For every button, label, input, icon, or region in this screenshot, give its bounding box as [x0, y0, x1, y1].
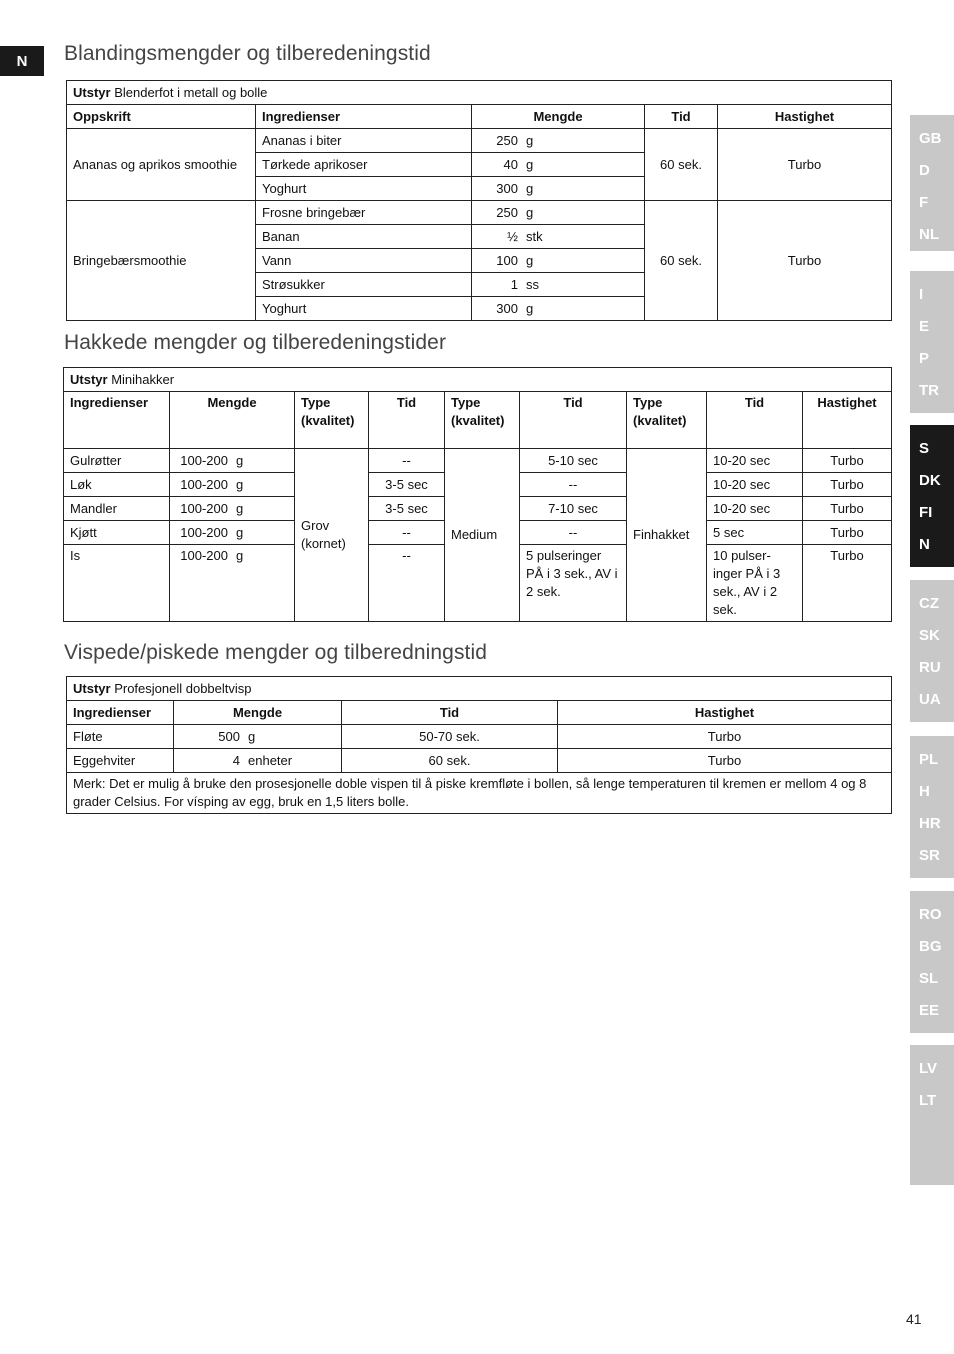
time-coarse: --	[369, 545, 445, 622]
quantity-unit: g	[248, 728, 256, 744]
quantity-unit: g	[526, 156, 534, 172]
quantity-unit: g	[236, 524, 244, 540]
speed-cell: Turbo	[558, 749, 892, 773]
language-code-sk[interactable]: SK	[919, 627, 940, 644]
equipment-cell	[67, 677, 892, 701]
language-code-i[interactable]: I	[919, 286, 924, 303]
time-cell: 60 sek.	[342, 749, 558, 773]
quantity-value: 500	[218, 728, 240, 744]
time-cell: 60 sek.	[645, 201, 718, 321]
blending-table	[66, 80, 892, 321]
equipment-label: Utstyr	[73, 84, 111, 100]
language-group	[910, 425, 954, 567]
section-title-chopping: Hakkede mengder og tilberedeningstider	[64, 331, 447, 354]
ingredient-name: Gulrøtter	[64, 449, 170, 473]
header-row	[67, 701, 892, 725]
speed-cell: Turbo	[558, 725, 892, 749]
quantity-cell	[170, 521, 295, 545]
table-row	[67, 725, 892, 749]
column-header: Tid	[645, 105, 718, 129]
equipment-value: Profesjonell dobbeltvisp	[114, 680, 252, 696]
time-medium: --	[520, 473, 627, 497]
equipment-row	[64, 368, 892, 392]
language-code-lv[interactable]: LV	[919, 1060, 938, 1077]
quantity-value: 40	[503, 156, 518, 172]
table-row	[67, 129, 892, 153]
page-number: 41	[906, 1311, 922, 1327]
ingredient-name: Is	[64, 545, 170, 622]
language-code-ru[interactable]: RU	[919, 659, 941, 676]
time-cell: 60 sek.	[645, 129, 718, 201]
language-code-cz[interactable]: CZ	[919, 595, 939, 612]
time-fine: 5 sec	[707, 521, 803, 545]
column-header: Hastighet	[558, 701, 892, 725]
language-code-dk[interactable]: DK	[919, 472, 941, 489]
quantity-cell	[472, 201, 645, 225]
quantity-unit: g	[236, 548, 244, 563]
language-code-ua[interactable]: UA	[919, 691, 941, 708]
note-row	[67, 773, 892, 814]
quantity-value: 100-200	[180, 500, 228, 516]
recipe-name: Ananas og aprikos smoothie	[67, 129, 256, 201]
language-badge: N	[0, 46, 44, 76]
quantity-value: 100-200	[180, 524, 228, 540]
ingredient-name: Fløte	[67, 725, 174, 749]
quantity-unit: g	[526, 252, 534, 268]
quantity-value: 250	[496, 132, 518, 148]
type-medium: Medium	[445, 449, 520, 622]
column-header: Type (kvalitet)	[445, 392, 520, 449]
language-group	[910, 1045, 954, 1185]
language-code-hr[interactable]: HR	[919, 815, 941, 832]
header-row	[64, 392, 892, 449]
time-fine: 10 pulser-inger PÅ i 3 sek., AV i 2 sek.	[707, 545, 803, 622]
speed-cell: Turbo	[803, 545, 892, 622]
time-fine: 10-20 sec	[707, 497, 803, 521]
column-header: Tid	[369, 392, 445, 449]
time-medium: 5-10 sec	[520, 449, 627, 473]
column-header: Oppskrift	[67, 105, 256, 129]
quantity-value: 300	[496, 180, 518, 196]
quantity-value: 100-200	[180, 476, 228, 492]
quantity-value: 100-200	[180, 548, 228, 563]
ingredient-name: Yoghurt	[256, 297, 472, 321]
time-coarse: 3-5 sec	[369, 473, 445, 497]
quantity-value: ½	[507, 228, 518, 244]
language-code-ro[interactable]: RO	[919, 906, 942, 923]
table-row	[64, 449, 892, 473]
whisking-table	[66, 676, 892, 814]
language-group	[910, 736, 954, 878]
time-cell: 50-70 sek.	[342, 725, 558, 749]
quantity-unit: enheter	[248, 752, 293, 768]
header-row	[67, 105, 892, 129]
quantity-value: 100-200	[180, 452, 228, 468]
language-group	[910, 891, 954, 1033]
language-group	[910, 580, 954, 722]
equipment-row	[67, 677, 892, 701]
table-row	[67, 201, 892, 225]
column-header: Ingredienser	[256, 105, 472, 129]
language-code-fi[interactable]: FI	[919, 504, 933, 521]
time-coarse: 3-5 sec	[369, 497, 445, 521]
time-coarse: --	[369, 521, 445, 545]
equipment-label: Utstyr	[70, 371, 108, 387]
speed-cell: Turbo	[803, 521, 892, 545]
ingredient-name: Strøsukker	[256, 273, 472, 297]
time-fine: 10-20 sec	[707, 473, 803, 497]
note-text: Merk: Det er mulig å bruke den prosesjonelle doble vispen til å piske kremfløte i bollen, så lenge temperaturen til kremen er mellom 4 og 8 grader Celsius. For vísping av egg, bruk en 1,5 liters bolle.	[67, 773, 892, 814]
section-title-whisking: Vispede/piskede mengder og tilberedningstid	[64, 641, 488, 664]
quantity-value: 1	[510, 276, 518, 292]
equipment-cell	[64, 368, 892, 392]
speed-cell: Turbo	[718, 201, 892, 321]
language-code-gb[interactable]: GB	[919, 130, 942, 147]
ingredient-name: Frosne bringebær	[256, 201, 472, 225]
language-code-p[interactable]: P	[919, 350, 930, 367]
quantity-cell	[170, 545, 295, 622]
language-code-lt[interactable]: LT	[919, 1092, 937, 1109]
language-group	[910, 115, 954, 251]
language-code-ee[interactable]: EE	[919, 1002, 940, 1019]
quantity-cell	[170, 497, 295, 521]
quantity-unit: stk	[526, 228, 543, 244]
column-header: Hastighet	[803, 392, 892, 449]
ingredient-name: Kjøtt	[64, 521, 170, 545]
language-code-tr[interactable]: TR	[919, 382, 939, 399]
equipment-value: Minihakker	[111, 371, 175, 387]
quantity-unit: g	[526, 204, 534, 220]
quantity-cell	[170, 473, 295, 497]
column-header: Mengde	[170, 392, 295, 449]
language-code-bg[interactable]: BG	[919, 938, 942, 955]
quantity-cell	[472, 249, 645, 273]
speed-cell: Turbo	[718, 129, 892, 201]
column-header: Type (kvalitet)	[627, 392, 707, 449]
language-code-d[interactable]: D	[919, 162, 930, 179]
speed-cell: Turbo	[803, 449, 892, 473]
language-code-sr[interactable]: SR	[919, 847, 940, 864]
equipment-row	[67, 81, 892, 105]
quantity-cell	[472, 297, 645, 321]
quantity-value: 250	[496, 204, 518, 220]
language-code-n[interactable]: N	[919, 536, 930, 553]
column-header: Tid	[520, 392, 627, 449]
quantity-unit: g	[236, 500, 244, 516]
time-fine: 10-20 sec	[707, 449, 803, 473]
language-code-sl[interactable]: SL	[919, 970, 939, 987]
time-coarse: --	[369, 449, 445, 473]
recipe-name: Bringebærsmoothie	[67, 201, 256, 321]
language-code-s[interactable]: S	[919, 440, 930, 457]
quantity-unit: g	[526, 180, 534, 196]
type-coarse: Grov (kornet)	[295, 449, 369, 622]
quantity-cell	[472, 177, 645, 201]
quantity-cell	[170, 449, 295, 473]
ingredient-name: Vann	[256, 249, 472, 273]
equipment-cell	[67, 81, 892, 105]
column-header: Mengde	[174, 701, 342, 725]
language-code-h[interactable]: H	[919, 783, 930, 800]
ingredient-name: Tørkede aprikoser	[256, 153, 472, 177]
equipment-label: Utstyr	[73, 680, 111, 696]
chopping-table	[63, 367, 892, 622]
time-medium: --	[520, 521, 627, 545]
speed-cell: Turbo	[803, 473, 892, 497]
column-header: Type (kvalitet)	[295, 392, 369, 449]
ingredient-name: Banan	[256, 225, 472, 249]
language-code-nl[interactable]: NL	[919, 226, 939, 243]
quantity-cell	[472, 153, 645, 177]
section-title-blending: Blandingsmengder og tilberedeningstid	[64, 42, 431, 65]
quantity-value: 300	[496, 300, 518, 316]
language-code-pl[interactable]: PL	[919, 751, 939, 768]
column-header: Tid	[707, 392, 803, 449]
ingredient-name: Eggehviter	[67, 749, 174, 773]
quantity-cell	[472, 273, 645, 297]
column-header: Mengde	[472, 105, 645, 129]
column-header: Ingredienser	[67, 701, 174, 725]
ingredient-name: Løk	[64, 473, 170, 497]
speed-cell: Turbo	[803, 497, 892, 521]
quantity-cell	[472, 225, 645, 249]
quantity-cell	[174, 725, 342, 749]
language-group	[910, 271, 954, 413]
quantity-cell	[472, 129, 645, 153]
quantity-unit: g	[236, 476, 244, 492]
language-code-e[interactable]: E	[919, 318, 930, 335]
ingredient-name: Ananas i biter	[256, 129, 472, 153]
time-medium: 7-10 sec	[520, 497, 627, 521]
quantity-unit: g	[236, 452, 244, 468]
column-header: Tid	[342, 701, 558, 725]
time-medium: 5 pulseringer PÅ i 3 sek., AV i 2 sek.	[520, 545, 627, 622]
column-header: Ingredienser	[64, 392, 170, 449]
quantity-unit: ss	[526, 276, 539, 292]
quantity-unit: g	[526, 300, 534, 316]
quantity-unit: g	[526, 132, 534, 148]
equipment-value: Blenderfot i metall og bolle	[114, 84, 268, 100]
quantity-value: 100	[496, 252, 518, 268]
ingredient-name: Yoghurt	[256, 177, 472, 201]
language-code-f[interactable]: F	[919, 194, 929, 211]
quantity-cell	[174, 749, 342, 773]
table-row	[67, 749, 892, 773]
ingredient-name: Mandler	[64, 497, 170, 521]
type-fine: Finhakket	[627, 449, 707, 622]
quantity-value: 4	[232, 752, 240, 768]
column-header: Hastighet	[718, 105, 892, 129]
